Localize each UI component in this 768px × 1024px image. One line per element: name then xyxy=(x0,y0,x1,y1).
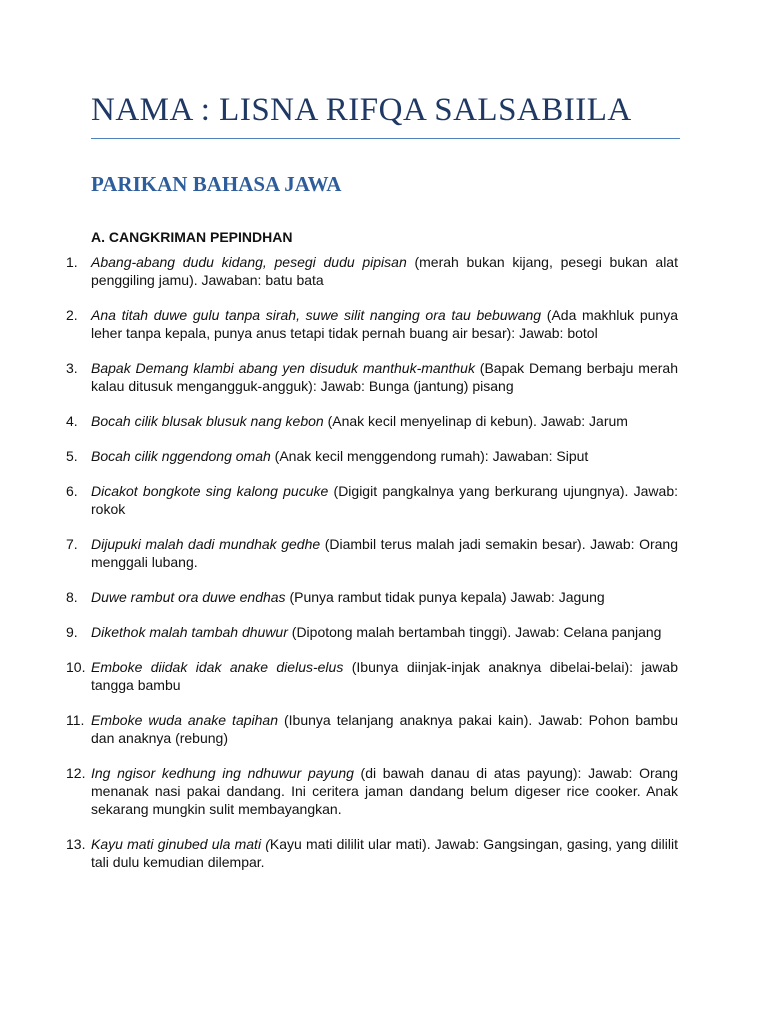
document-title: NAMA : LISNA RIFQA SALSABIILA xyxy=(91,92,632,128)
riddle-item xyxy=(66,482,678,518)
riddle-javanese-text: Ing ngisor kedhung ing ndhuwur payung xyxy=(91,765,354,781)
riddle-javanese-text: Bocah cilik blusak blusuk nang kebon xyxy=(91,413,324,429)
riddle-item xyxy=(66,535,679,571)
riddle-explanation: Kayu mati dililit ular mati). Jawab: Gangsingan, gasing, yang dililit tali dulu kemudian dilempar. xyxy=(91,836,678,870)
riddle-item xyxy=(66,764,678,818)
riddle-explanation: (Ibunya telanjang anaknya pakai kain). Jawab: Pohon bambu dan anaknya (rebung) xyxy=(91,712,678,746)
riddle-javanese-text: Ana titah duwe gulu tanpa sirah, suwe silit nanging ora tau bebuwang xyxy=(91,307,542,323)
riddle-javanese-text: Emboke diidak idak anake dielus-elus xyxy=(91,659,344,675)
riddle-number: 13. xyxy=(66,836,86,852)
riddle-javanese-text: Emboke wuda anake tapihan xyxy=(91,712,278,728)
riddle-explanation: (Anak kecil menggendong rumah): Jawaban: Siput xyxy=(270,448,589,464)
riddle-item xyxy=(66,359,678,395)
riddle-explanation: (Dipotong malah bertambah tinggi). Jawab: Celana panjang xyxy=(287,624,662,640)
section-heading: A. CANGKRIMAN PEPINDHAN xyxy=(91,229,293,245)
riddle-explanation: (merah bukan kijang, pesegi bukan alat penggiling jamu). Jawaban: batu bata xyxy=(91,254,678,288)
riddle-list xyxy=(66,253,679,871)
riddle-javanese-text: Bocah cilik nggendong omah xyxy=(91,448,271,464)
riddle-item xyxy=(66,306,678,342)
riddle-number: 11. xyxy=(66,712,85,728)
riddle-javanese-text: Kayu mati ginubed ula mati ( xyxy=(91,836,270,852)
title-divider xyxy=(91,138,680,139)
riddle-javanese-text: Dicakot bongkote sing kalong pucuke xyxy=(91,483,329,499)
riddle-number: 12. xyxy=(66,765,86,781)
riddle-item xyxy=(66,588,678,606)
document-subtitle: PARIKAN BAHASA JAWA xyxy=(91,172,342,196)
riddle-number: 4. xyxy=(66,413,78,429)
riddle-number: 2. xyxy=(66,307,78,323)
riddle-javanese-text: Dijupuki malah dadi mundhak gedhe xyxy=(91,536,321,552)
riddle-item xyxy=(66,835,678,871)
riddle-item xyxy=(66,253,678,289)
riddle-item xyxy=(66,447,678,465)
riddle-javanese-text: Dikethok malah tambah dhuwur xyxy=(91,624,288,640)
riddle-item xyxy=(66,658,678,694)
riddle-explanation: (Bapak Demang berbaju merah kalau ditusuk mengangguk-angguk): Jawab: Bunga (jantung) pisang xyxy=(91,360,678,394)
riddle-number: 8. xyxy=(66,589,78,605)
riddle-explanation: (Ada makhluk punya leher tanpa kepala, punya anus tetapi tidak pernah buang air besar): Jawab: botol xyxy=(91,307,678,341)
riddle-explanation: (Digigit pangkalnya yang berkurang ujungnya). Jawab: rokok xyxy=(91,483,678,517)
riddle-javanese-text: Bapak Demang klambi abang yen disuduk manthuk-manthuk xyxy=(91,360,475,376)
riddle-explanation: (Anak kecil menyelinap di kebun). Jawab: Jarum xyxy=(323,413,628,429)
riddle-number: 3. xyxy=(66,360,78,376)
riddle-number: 6. xyxy=(66,483,78,499)
riddle-explanation: (Ibunya diinjak-injak anaknya dibelai-belai): jawab tangga bambu xyxy=(91,659,678,693)
riddle-number: 7. xyxy=(66,536,78,552)
riddle-javanese-text: Abang-abang dudu kidang, pesegi dudu pipisan xyxy=(91,254,407,270)
riddle-explanation: (Diambil terus malah jadi semakin besar). Jawab: Orang menggali lubang. xyxy=(91,536,679,570)
riddle-item xyxy=(66,711,678,747)
riddle-number: 10. xyxy=(66,659,86,675)
riddle-item xyxy=(66,412,678,430)
riddle-number: 5. xyxy=(66,448,78,464)
riddle-explanation: (di bawah danau di atas payung): Jawab: Orang menanak nasi pakai dandang. Ini ceritera jaman dandang belum digeser rice cooker. Anak sekarang mungkin sulit membayangkan. xyxy=(91,765,678,817)
riddle-number: 1. xyxy=(66,254,78,270)
riddle-explanation: (Punya rambut tidak punya kepala) Jawab: Jagung xyxy=(285,589,605,605)
riddle-number: 9. xyxy=(66,624,78,640)
riddle-item xyxy=(66,623,678,641)
riddle-javanese-text: Duwe rambut ora duwe endhas xyxy=(91,589,286,605)
